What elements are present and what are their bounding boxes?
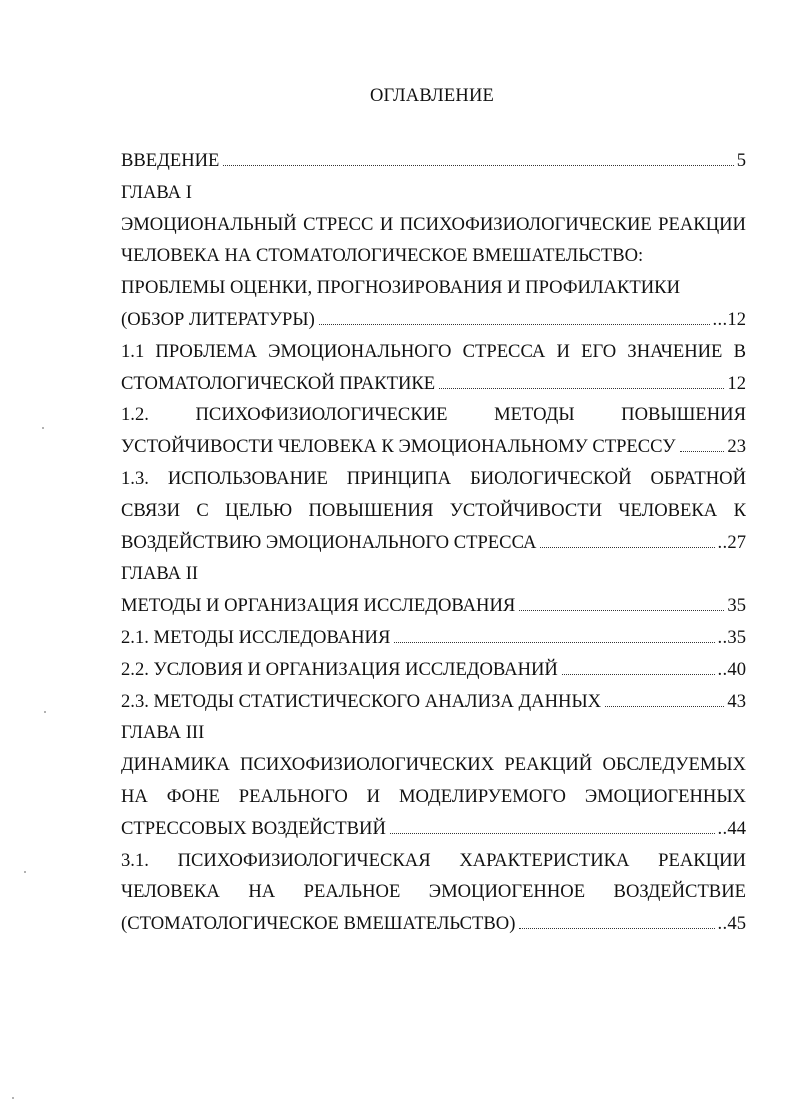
dot-leader [519,928,714,929]
toc-page-number: 45 [727,913,746,935]
toc-entry-line: 1.1 ПРОБЛЕМА ЭМОЦИОНАЛЬНОГО СТРЕССА И ЕГО ЗНАЧЕНИЕ В [121,340,746,362]
toc-entry-text: СТОМАТОЛОГИЧЕСКОЙ ПРАКТИКЕ [121,372,436,394]
toc-page-number: 12 [727,372,746,394]
toc-entry-section-2-1 [121,622,746,654]
dot-leader [519,610,724,611]
toc-entry-line: 1.3. ИСПОЛЬЗОВАНИЕ ПРИНЦИПА БИОЛОГИЧЕСКОЙ ОБРАТНОЙ [121,467,746,489]
toc-leader-dots: .. [717,817,728,839]
toc-entry-line: ЭМОЦИОНАЛЬНЫЙ СТРЕСС И ПСИХОФИЗИОЛОГИЧЕСКИЕ РЕАКЦИИ [121,213,746,235]
toc-entry-text: (СТОМАТОЛОГИЧЕСКОЕ ВМЕШАТЕЛЬСТВО) [121,913,516,935]
toc-entry-chapter-2 [121,590,746,622]
table-of-contents [121,145,746,940]
toc-entry-literature-review [121,304,746,336]
toc-page-number: 23 [727,436,746,458]
toc-chapter-heading: ГЛАВА III [121,722,205,744]
toc-page-number: 44 [727,817,746,839]
dot-leader [605,706,724,707]
toc-entry-text: 2.2. УСЛОВИЯ И ОРГАНИЗАЦИЯ ИССЛЕДОВАНИЙ [121,658,558,680]
toc-entry-line: 1.2. ПСИХОФИЗИОЛОГИЧЕСКИЕ МЕТОДЫ ПОВЫШЕНИЯ [121,404,746,426]
toc-entry-text: УСТОЙЧИВОСТИ ЧЕЛОВЕКА К ЭМОЦИОНАЛЬНОМУ СТРЕССУ [121,436,676,458]
dot-leader [319,324,710,325]
toc-page-number: 5 [736,150,746,171]
toc-entry-line: ЧЕЛОВЕКА НА РЕАЛЬНОЕ ЭМОЦИОГЕННОЕ ВОЗДЕЙСТВИЕ [121,881,746,903]
toc-page-number: 35 [727,595,746,617]
dot-leader [394,642,714,643]
toc-entry-line: 3.1. ПСИХОФИЗИОЛОГИЧЕСКАЯ ХАРАКТЕРИСТИКА РЕАКЦИИ [121,849,746,871]
toc-page-number: 35 [727,626,746,648]
toc-entry-text: 2.1. МЕТОДЫ ИССЛЕДОВАНИЯ [121,626,391,648]
toc-chapter-heading: ГЛАВА II [121,563,199,585]
dot-leader [390,833,715,834]
scan-speck [42,427,44,429]
toc-leader-dots: .. [717,658,728,680]
toc-leader-dots: .. [717,913,728,935]
toc-entry-section-1-2 [121,431,746,463]
toc-leader-dots: .. [717,626,728,648]
toc-chapter-heading: ГЛАВА I [121,181,192,203]
toc-entry-line: ЧЕЛОВЕКА НА СТОМАТОЛОГИЧЕСКОЕ ВМЕШАТЕЛЬСТВО: [121,245,644,267]
scan-speck [44,711,46,713]
toc-entry-text: ВОЗДЕЙСТВИЮ ЭМОЦИОНАЛЬНОГО СТРЕССА [121,531,537,553]
toc-entry-section-2-3 [121,686,746,718]
toc-page-number: 27 [727,531,746,553]
toc-entry-line: НА ФОНЕ РЕАЛЬНОГО И МОДЕЛИРУЕМОГО ЭМОЦИОГЕННЫХ [121,785,746,807]
dot-leader [223,165,733,166]
toc-entry-introduction [121,145,746,177]
toc-entry-line: ПРОБЛЕМЫ ОЦЕНКИ, ПРОГНОЗИРОВАНИЯ И ПРОФИЛАКТИКИ [121,277,681,299]
dot-leader [439,388,724,389]
toc-entry-section-1-1 [121,368,746,400]
toc-entry-section-1-3 [121,527,746,559]
dot-leader [540,547,714,548]
scan-speck [12,1097,14,1099]
toc-page-number: 40 [727,658,746,680]
toc-entry-text: ВВЕДЕНИЕ [121,150,220,171]
toc-entry-line: ДИНАМИКА ПСИХОФИЗИОЛОГИЧЕСКИХ РЕАКЦИЙ ОБСЛЕДУЕМЫХ [121,754,746,776]
toc-entry-chapter-3 [121,813,746,845]
toc-entry-text: 2.3. МЕТОДЫ СТАТИСТИЧЕСКОГО АНАЛИЗА ДАННЫХ [121,690,602,712]
dot-leader [680,451,725,452]
toc-leader-dots: ... [712,308,728,330]
toc-page-number: 43 [727,690,746,712]
dot-leader [562,674,715,675]
toc-entry-section-3-1 [121,908,746,940]
toc-entry-section-2-2 [121,654,746,686]
scan-speck [24,871,26,873]
page-title: ОГЛАВЛЕНИЕ [369,86,495,106]
toc-entry-text: МЕТОДЫ И ОРГАНИЗАЦИЯ ИССЛЕДОВАНИЯ [121,595,516,617]
toc-entry-line: СВЯЗИ С ЦЕЛЬЮ ПОВЫШЕНИЯ УСТОЙЧИВОСТИ ЧЕЛОВЕКА К [121,499,746,521]
toc-leader-dots: .. [717,531,728,553]
toc-entry-text: (ОБЗОР ЛИТЕРАТУРЫ) [121,308,315,330]
toc-page-number: 12 [727,308,746,330]
toc-entry-text: СТРЕССОВЫХ ВОЗДЕЙСТВИЙ [121,817,386,839]
